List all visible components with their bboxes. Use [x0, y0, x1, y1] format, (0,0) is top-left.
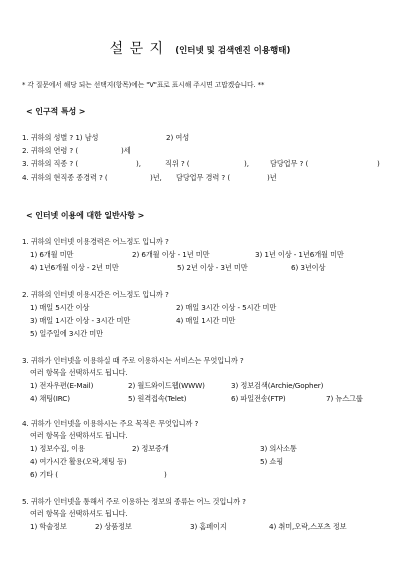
- q3-question: 3. 귀하가 인터넷을 이용하실 때 주로 이용하시는 서비스는 무엇입니까 ?: [22, 356, 244, 365]
- title-main: 설 문 지: [109, 41, 165, 57]
- q3-subtext: 여러 항목을 선택하셔도 됩니다.: [30, 368, 128, 377]
- q-position-label: 직위 ? (: [165, 159, 190, 168]
- q4-subtext: 여러 항목을 선택하셔도 됩니다.: [30, 431, 128, 440]
- q-duty-career-suffix: )년: [267, 173, 277, 182]
- q5-option-3[interactable]: 3) 홈페이지: [190, 522, 227, 531]
- q1-option-4[interactable]: 4) 1년6개월 이상 - 2년 미만: [30, 263, 119, 272]
- q4-option-3[interactable]: 3) 의사소통: [260, 444, 297, 453]
- section2-heading: < 인터넷 이용에 대한 일반사항 >: [26, 211, 145, 220]
- q-career-suffix: )년,: [150, 173, 162, 182]
- q2-option-4[interactable]: 4) 매일 1시간 미만: [176, 316, 236, 325]
- q3-option-1[interactable]: 1) 전자우편(E-Mail): [30, 381, 94, 390]
- q-career-label: 4. 귀하의 현직종 종경력 ? (: [22, 173, 108, 182]
- q4-option-6[interactable]: 6) 기타 (: [30, 470, 58, 479]
- q-duty-label: 담당업무 ? (: [270, 159, 309, 168]
- q3-option-7[interactable]: 7) 뉴스그룹: [326, 394, 363, 403]
- q2-option-3[interactable]: 3) 매일 1시간 이상 - 3시간 미만: [30, 316, 131, 325]
- q3-option-5[interactable]: 5) 원격접속(Telet): [128, 394, 187, 403]
- q4-option-1[interactable]: 1) 정보수집, 이용: [30, 444, 85, 453]
- q4-option-4[interactable]: 4) 여가시간 활용(오락,채팅 등): [30, 457, 127, 466]
- q-age-label: 2. 귀하의 연령 ? (: [22, 146, 79, 155]
- q-age-suffix: )세: [121, 146, 131, 155]
- q4-option-2[interactable]: 2) 정보증개: [132, 444, 169, 453]
- q5-option-1[interactable]: 1) 학술정보: [30, 522, 67, 531]
- q3-option-6[interactable]: 6) 파일전송(FTP): [231, 394, 286, 403]
- page-title: [0, 38, 400, 58]
- q5-subtext: 여러 항목을 선택하셔도 됩니다.: [30, 509, 128, 518]
- q2-option-1[interactable]: 1) 매일 5시간 이상: [30, 303, 90, 312]
- instruction-text: * 각 질문에서 해당 되는 선택지(항목)에는 "V"표로 표시해 주시면 고맙겠습니다. **: [22, 81, 265, 89]
- q1-question: 1. 귀하의 인터넷 이용경력은 어느정도 입니까 ?: [22, 237, 169, 246]
- q2-option-5[interactable]: 5) 일주일에 3시간 미만: [30, 329, 103, 338]
- q-duty-close: ): [377, 159, 380, 168]
- q5-question: 5. 귀하가 인터넷을 통해서 주로 이용하는 정보의 종류는 어느 것입니까 ?: [22, 497, 246, 506]
- q1-option-1[interactable]: 1) 6개월 미만: [30, 250, 74, 259]
- q1-option-3[interactable]: 3) 1년 이상 - 1년6개월 미만: [255, 250, 344, 259]
- q4-question: 4. 귀하가 인터넷을 이용하시는 주요 목적은 무엇입니까 ?: [22, 419, 199, 428]
- q-duty-career-label: 담당업무 경력 ? (: [176, 173, 231, 182]
- title-subtitle: (인터넷 및 검색엔진 이용행태): [175, 46, 291, 56]
- q-gender-option-female[interactable]: 2) 여성: [166, 133, 190, 142]
- q2-option-2[interactable]: 2) 매일 3시간 이상 - 5시간 미만: [176, 303, 277, 312]
- q-position-close: ),: [244, 159, 249, 168]
- q3-option-2[interactable]: 2) 월드와이드웹(WWW): [128, 381, 205, 390]
- q-gender-label: 1. 귀하의 성별 ? 1) 남성: [22, 133, 99, 142]
- q5-option-4[interactable]: 4) 취미,오락,스포츠 정보: [269, 522, 347, 531]
- q3-option-4[interactable]: 4) 채팅(IRC): [30, 394, 70, 403]
- q4-option-6-close: ): [164, 470, 167, 479]
- q1-option-5[interactable]: 5) 2년 이상 - 3년 미만: [177, 263, 248, 272]
- q-job-label: 3. 귀하의 직종 ? (: [22, 159, 79, 168]
- q1-option-6[interactable]: 6) 3년이상: [291, 263, 326, 272]
- q5-option-2[interactable]: 2) 상품정보: [95, 522, 132, 531]
- section1-heading: < 인구적 특성 >: [26, 107, 86, 116]
- q2-question: 2. 귀하의 인터넷 이용시간은 어느정도 입니까 ?: [22, 290, 169, 299]
- q1-option-2[interactable]: 2) 6개월 이상 - 1년 미만: [132, 250, 210, 259]
- q4-option-5[interactable]: 5) 쇼핑: [260, 457, 284, 466]
- q3-option-3[interactable]: 3) 정보검색(Archie/Gopher): [231, 381, 324, 390]
- q-job-close: ),: [136, 159, 141, 168]
